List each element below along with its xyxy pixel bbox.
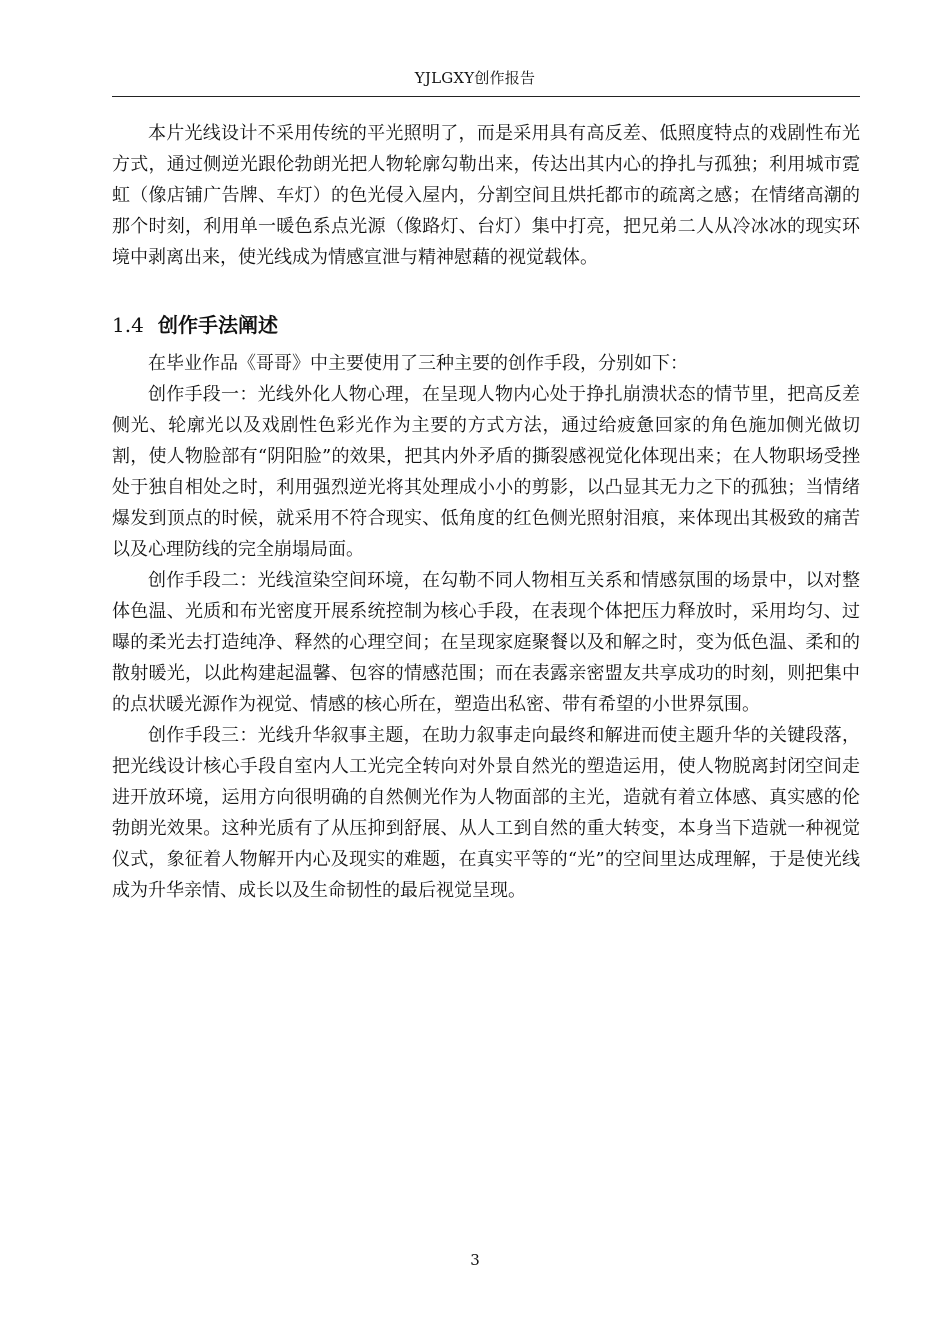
section-number: 1.4	[112, 313, 144, 337]
section-heading	[112, 310, 860, 340]
section-title: 创作手法阐述	[158, 313, 278, 337]
technique-three-paragraph: 创作手段三：光线升华叙事主题，在助力叙事走向最终和解进而使主题升华的关键段落，把光线设计核心手段自室内人工光完全转向对外景自然光的塑造运用，使人物脱离封闭空间走进开放环境，运用方向很明确的自然侧光作为人物面部的主光，造就有着立体感、真实感的伦勃朗光效果。这种光质有了从压抑到舒展、从人工到自然的重大转变，本身当下造就一种视觉仪式，象征着人物解开内心及现实的难题，在真实平等的“光”的空间里达成理解，于是使光线成为升华亲情、成长以及生命韧性的最后视觉呈现。	[112, 725, 860, 901]
header-divider	[112, 96, 860, 97]
section-intro-paragraph: 在毕业作品《哥哥》中主要使用了三种主要的创作手段，分别如下：	[148, 353, 688, 374]
page-number: 3	[470, 1251, 480, 1269]
page-body	[112, 118, 860, 906]
technique-two-paragraph: 创作手段二：光线渲染空间环境，在勾勒不同人物相互关系和情感氛围的场景中，以对整体色温、光质和布光密度开展系统控制为核心手段，在表现个体把压力释放时，采用均匀、过曝的柔光去打造纯净、释然的心理空间；在呈现家庭聚餐以及和解之时，变为低色温、柔和的散射暖光，以此构建起温馨、包容的情感范围；而在表露亲密盟友共享成功的时刻，则把集中的点状暖光源作为视觉、情感的核心所在，塑造出私密、带有希望的小世界氛围。	[112, 570, 860, 715]
page-header: YJLGXY创作报告	[414, 69, 536, 87]
technique-one-paragraph: 创作手段一：光线外化人物心理，在呈现人物内心处于挣扎崩溃状态的情节里，把高反差侧光、轮廓光以及戏剧性色彩光作为主要的方式方法，通过给疲惫回家的角色施加侧光做切割，使人物脸部有“阴阳脸”的效果，把其内外矛盾的撕裂感视觉化体现出来；在人物职场受挫处于独自相处之时，利用强烈逆光将其处理成小小的剪影，以凸显其无力之下的孤独；当情绪爆发到顶点的时候，就采用不符合现实、低角度的红色侧光照射泪痕，来体现出其极致的痛苦以及心理防线的完全崩塌局面。	[112, 384, 860, 560]
intro-paragraph: 本片光线设计不采用传统的平光照明了，而是采用具有高反差、低照度特点的戏剧性布光方式，通过侧逆光跟伦勃朗光把人物轮廓勾勒出来，传达出其内心的挣扎与孤独；利用城市霓虹（像店铺广告牌、车灯）的色光侵入屋内，分割空间且烘托都市的疏离之感；在情绪高潮的那个时刻，利用单一暖色系点光源（像路灯、台灯）集中打亮，把兄弟二人从冷冰冰的现实环境中剥离出来，使光线成为情感宣泄与精神慰藉的视觉载体。	[112, 123, 860, 268]
